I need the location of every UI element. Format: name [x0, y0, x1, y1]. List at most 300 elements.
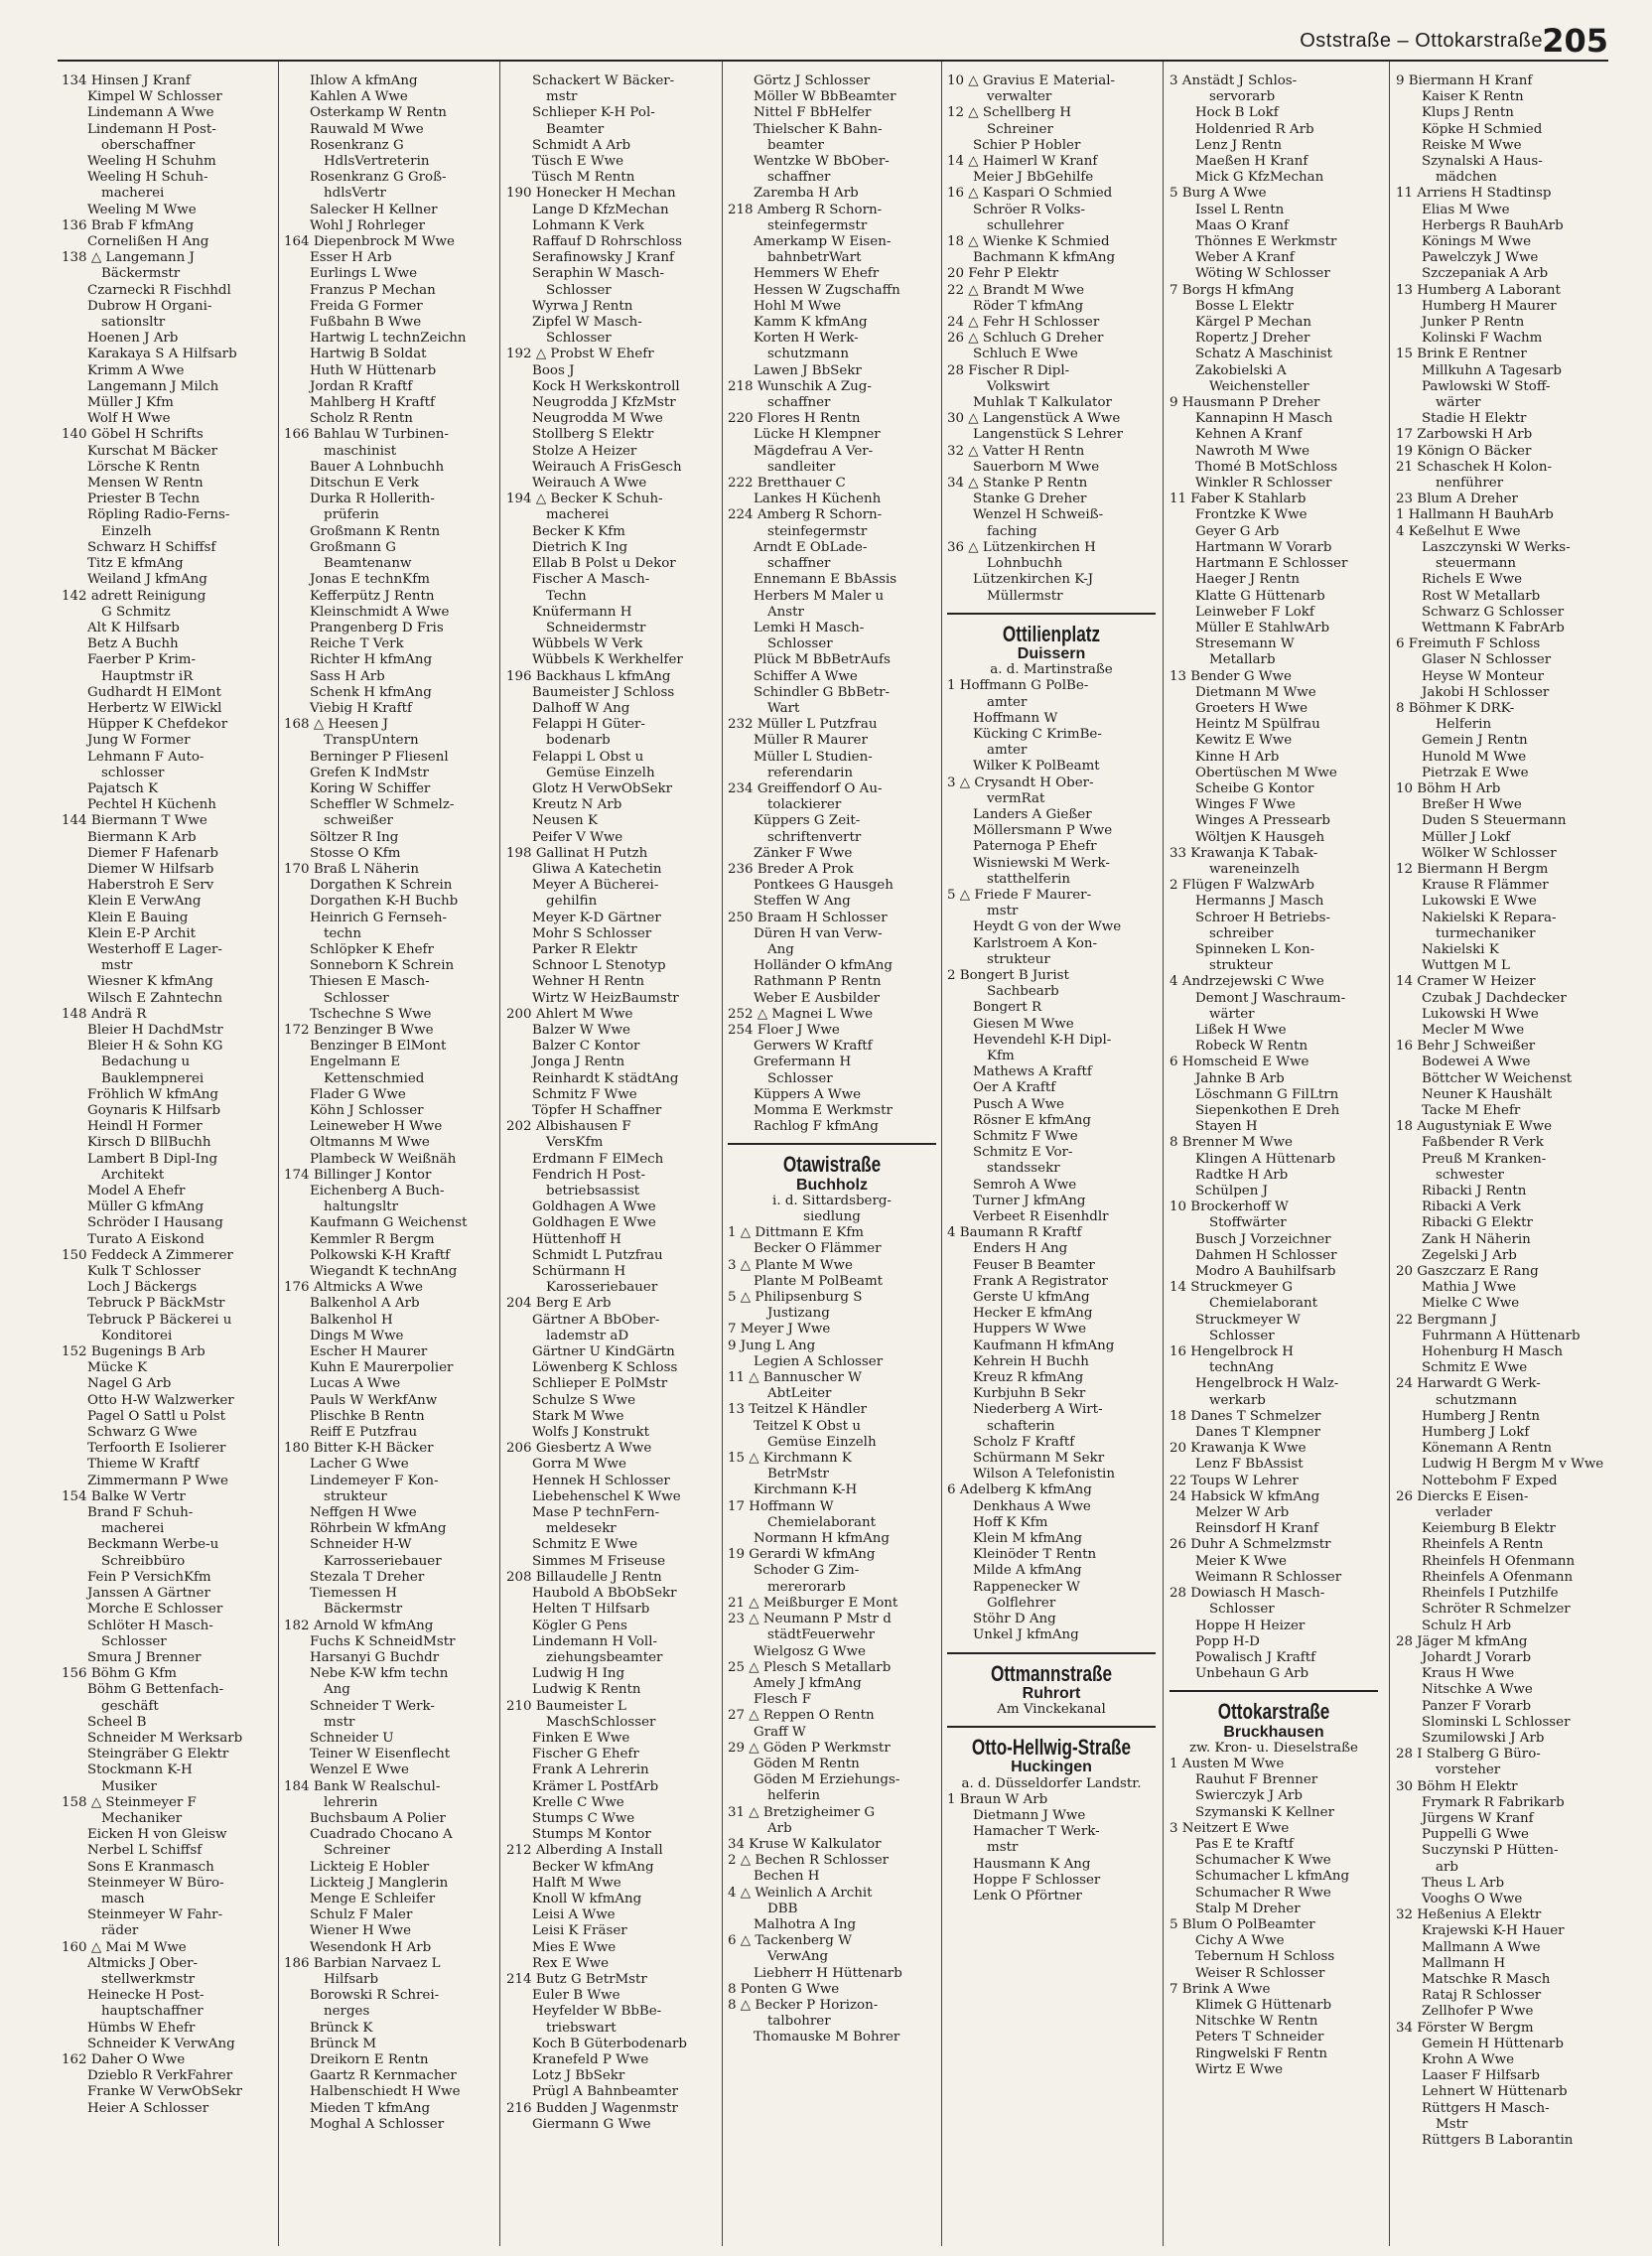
directory-entry: 252 △ Magnei L Wwe: [728, 1006, 874, 1022]
directory-entry: Serafinowsky J Kranf: [532, 250, 674, 266]
directory-entry: Stresemann W: [1195, 636, 1295, 652]
directory-entry: Balzer C Kontor: [532, 1039, 640, 1055]
directory-entry: Schluch E Wwe: [973, 347, 1078, 362]
directory-entry: 15 △ Kirchmann K: [728, 1451, 852, 1467]
directory-entry: Pusch A Wwe: [973, 1096, 1064, 1112]
directory-entry: Rappenecker W: [973, 1579, 1080, 1595]
directory-entry: Schlosser: [1209, 1328, 1275, 1343]
directory-entry: Model A Ehefr: [87, 1184, 186, 1199]
directory-entry: Ludwig K Rentn: [532, 1682, 641, 1698]
directory-entry: Stezala T Dreher: [310, 1569, 425, 1585]
directory-entry: meldesekr: [546, 1521, 617, 1537]
directory-entry: Wisniewski M Werk-: [973, 855, 1110, 871]
directory-entry: Fuhrmann A Hüttenarb: [1422, 1328, 1581, 1343]
directory-entry: Teitzel K Obst u: [754, 1418, 861, 1434]
directory-entry: strukteur: [987, 951, 1050, 967]
directory-entry: 14 Struckmeyer G: [1170, 1280, 1293, 1296]
directory-entry: VerwAng: [767, 1949, 829, 1965]
directory-entry: Becker K Kfm: [532, 523, 625, 539]
directory-entry: Schreiner: [324, 1843, 390, 1859]
directory-entry: 12 △ Schellberg H: [947, 105, 1072, 121]
directory-entry: Wiener H Wwe: [310, 1923, 412, 1939]
directory-entry: 20 Fehr P Elektr: [947, 266, 1059, 282]
directory-entry: Fröhlich W kfmAng: [87, 1086, 218, 1102]
directory-entry: 190 Honecker H Mechan: [506, 186, 676, 202]
directory-entry: Tüsch M Rentn: [532, 170, 635, 186]
directory-entry: Wübbels W Verk: [532, 636, 643, 652]
directory-entry: Unkel J kfmAng: [973, 1627, 1079, 1643]
directory-entry: Kamm K kfmAng: [754, 315, 868, 331]
directory-entry: Lawen J BbSekr: [754, 362, 862, 378]
directory-entry: 5 Blum O PolBeamter: [1170, 1916, 1315, 1932]
directory-entry: 33 Krawanja K Tabak-: [1170, 845, 1318, 861]
directory-entry: Wöting W Schlosser: [1195, 266, 1330, 282]
directory-entry: Küppers G Zeit-: [754, 813, 861, 829]
directory-entry: Herbertz W ElWickl: [87, 700, 222, 716]
directory-entry: Reiche T Verk: [310, 636, 404, 652]
directory-entry: Loch J Bäckergs: [87, 1280, 198, 1296]
directory-entry: mädchen: [1436, 170, 1497, 186]
directory-entry: Lukowski E Wwe: [1422, 894, 1537, 910]
street-heading: Ottmannstraße: [990, 1660, 1113, 1686]
directory-entry: Schmidt L Putzfrau: [532, 1247, 663, 1263]
directory-entry: Röpling Radio-Ferns-: [87, 507, 230, 523]
directory-entry: Thiesen E Masch-: [310, 974, 430, 990]
directory-entry: Normann H kfmAng: [754, 1531, 890, 1547]
directory-entry: Kaufmann G Weichenst: [310, 1215, 468, 1231]
directory-entry: Swierczyk J Arb: [1195, 1788, 1304, 1804]
directory-entry: 8 Brenner M Wwe: [1170, 1135, 1293, 1151]
directory-entry: ziehungsbeamter: [546, 1649, 663, 1665]
directory-entry: Großmann G: [310, 539, 396, 555]
section-rule: [947, 1726, 1156, 1728]
directory-entry: 9 Hausmann P Dreher: [1170, 395, 1320, 411]
column-divider: [941, 62, 942, 2246]
directory-entry: Kurbjuhn B Sekr: [973, 1386, 1086, 1402]
directory-entry: Grefen K IndMstr: [310, 765, 429, 780]
directory-entry: Hermanns J Masch: [1195, 894, 1324, 910]
directory-entry: Hengelbrock H Walz-: [1195, 1376, 1339, 1392]
directory-entry: 3 △ Crysandt H Ober-: [947, 775, 1094, 790]
directory-entry: Freida G Former: [310, 298, 423, 314]
directory-entry: Momma E Werkmstr: [754, 1103, 893, 1118]
directory-entry: Legien A Schlosser: [754, 1353, 884, 1369]
directory-entry: Hoenen J Arb: [87, 331, 179, 347]
directory-entry: Göden M Rentn: [754, 1756, 860, 1771]
directory-entry: Halft M Wwe: [532, 1875, 621, 1891]
directory-entry: Becker O Flämmer: [754, 1241, 882, 1257]
directory-entry: steuermann: [1436, 556, 1517, 572]
column-7: [1396, 73, 1614, 2248]
directory-entry: Schneider M Werksarb: [87, 1730, 243, 1746]
directory-entry: Neuner K Haushält: [1422, 1086, 1553, 1102]
directory-entry: Paternoga P Ehefr: [973, 839, 1097, 855]
street-heading: Otto-Hellwig-Straße: [971, 1735, 1132, 1761]
directory-entry: Kraus H Wwe: [1422, 1666, 1515, 1682]
directory-entry: 32 Heßenius A Elektr: [1396, 1907, 1542, 1923]
directory-entry: Escher H Maurer: [310, 1344, 428, 1360]
directory-entry: Weber A Kranf: [1195, 250, 1295, 266]
directory-entry: Wolfs J Konstrukt: [532, 1425, 650, 1441]
directory-entry: Steffen W Ang: [754, 894, 851, 910]
directory-entry: Leisi K Fräser: [532, 1923, 627, 1939]
running-header-title: Oststraße – Ottokarstraße: [1300, 30, 1543, 52]
directory-entry: 174 Billinger J Kontor: [284, 1167, 432, 1183]
directory-entry: Lukowski H Wwe: [1422, 1006, 1539, 1022]
directory-entry: 196 Backhaus L kfmAng: [506, 668, 671, 684]
directory-entry: Sass H Arb: [310, 668, 385, 684]
directory-entry: Nawroth M Wwe: [1195, 443, 1310, 459]
directory-entry: Terfoorth E Isolierer: [87, 1441, 226, 1457]
directory-entry: macherei: [101, 1521, 165, 1537]
directory-entry: Löwenberg K Schloss: [532, 1360, 678, 1376]
directory-entry: lademstr aD: [546, 1328, 629, 1343]
directory-entry: Huth W Hüttenarb: [310, 362, 437, 378]
directory-entry: 23 Blum A Dreher: [1396, 492, 1518, 507]
directory-entry: G Schmitz: [101, 604, 171, 620]
directory-entry: Haberstroh E Serv: [87, 878, 214, 894]
directory-entry: Schürmann M Sekr: [973, 1451, 1105, 1467]
directory-entry: Denkhaus A Wwe: [973, 1498, 1091, 1514]
directory-entry: Rex E Wwe: [532, 1955, 609, 1971]
directory-entry: 5 △ Friede F Maurer-: [947, 887, 1092, 903]
directory-entry: 140 Göbel H Schrifts: [62, 427, 204, 443]
directory-entry: Schulze S Wwe: [532, 1392, 636, 1408]
directory-entry: Ditschun E Verk: [310, 476, 419, 492]
directory-entry: Mieden T kfmAng: [310, 2100, 431, 2116]
directory-entry: Landers A Gießer: [973, 806, 1092, 822]
directory-entry: 23 △ Neumann P Mstr d: [728, 1612, 892, 1627]
directory-entry: BetrMstr: [767, 1467, 829, 1482]
directory-entry: 8 Böhmer K DRK-: [1396, 700, 1515, 716]
directory-entry: Stollberg S Elektr: [532, 427, 654, 443]
directory-entry: Halbenschiedt H Wwe: [310, 2084, 461, 2100]
directory-entry: 4 Andrzejewski C Wwe: [1170, 974, 1324, 990]
directory-entry: Felappi L Obst u: [532, 749, 644, 765]
directory-entry: Hümbs W Ehefr: [87, 2020, 196, 2036]
directory-entry: 32 △ Vatter H Rentn: [947, 443, 1085, 459]
directory-entry: Herbers M Maler u: [754, 588, 885, 604]
directory-entry: Mick G KfzMechan: [1195, 170, 1324, 186]
directory-entry: Weiser R Schlosser: [1195, 1965, 1325, 1981]
directory-entry: hdlsVertr: [324, 186, 386, 202]
directory-entry: Röhrbein W kfmAng: [310, 1521, 447, 1537]
column-5: [947, 73, 1156, 2248]
directory-entry: helferin: [767, 1788, 821, 1804]
directory-entry: Jürgens W Kranf: [1422, 1810, 1534, 1826]
directory-entry: 138 △ Langemann J: [62, 250, 195, 266]
directory-entry: Faßbender R Verk: [1422, 1135, 1544, 1151]
directory-entry: Spinneken L Kon-: [1195, 941, 1315, 957]
directory-entry: Giermann G Wwe: [532, 2116, 651, 2132]
directory-entry: Schmitz E Wwe: [532, 1537, 638, 1553]
directory-entry: Sachbearb: [987, 984, 1059, 1000]
directory-entry: Brand F Schuh-: [87, 1505, 194, 1521]
directory-entry: Dorgathen K Schrein: [310, 878, 453, 894]
directory-entry: Nebe K-W kfm techn: [310, 1666, 449, 1682]
directory-entry: Düren H van Verw-: [754, 925, 883, 941]
directory-entry: Wyrwa J Rentn: [532, 298, 633, 314]
directory-entry: 176 Altmicks A Wwe: [284, 1280, 423, 1296]
directory-entry: Weiland J kfmAng: [87, 572, 207, 588]
directory-entry: statthelferin: [987, 871, 1071, 887]
directory-entry: Raffauf D Rohrschloss: [532, 234, 682, 250]
directory-entry: Bosse L Elektr: [1195, 298, 1294, 314]
directory-entry: wareneinzelh: [1209, 861, 1301, 877]
directory-entry: 1 △ Dittmann E Kfm: [728, 1225, 864, 1241]
directory-entry: 5 Burg A Wwe: [1170, 186, 1267, 202]
directory-entry: Lißek H Wwe: [1195, 1022, 1287, 1038]
directory-entry: Lenz J Rentn: [1195, 137, 1283, 153]
directory-entry: Dubrow H Organi-: [87, 298, 212, 314]
directory-entry: Klein M kfmAng: [973, 1531, 1082, 1547]
directory-entry: masch: [101, 1891, 145, 1906]
directory-entry: mererorarb: [767, 1579, 846, 1595]
directory-entry: Kücking C KrimBe-: [973, 726, 1102, 742]
directory-entry: 1 Braun W Arb: [947, 1791, 1048, 1807]
directory-entry: Röder T kfmAng: [973, 298, 1084, 314]
directory-entry: Kaiser K Rentn: [1422, 89, 1524, 105]
directory-entry: Hock B Lokf: [1195, 105, 1279, 121]
directory-entry: bodenarb: [546, 733, 611, 749]
directory-entry: Rataj R Schlosser: [1422, 1988, 1542, 2004]
directory-entry: Meyer A Bücherei-: [532, 878, 659, 894]
directory-entry: steinfegermstr: [767, 523, 868, 539]
directory-entry: Schlöter H Masch-: [87, 1618, 213, 1633]
directory-entry: 4 Keßelhut E Wwe: [1396, 523, 1521, 539]
directory-entry: Durka R Hollerith-: [310, 492, 435, 507]
directory-entry: Westerhoff E Lager-: [87, 941, 222, 957]
directory-entry: Plambeck W Weißnäh: [310, 1151, 457, 1167]
directory-entry: 30 △ Langenstück A Wwe: [947, 411, 1121, 427]
directory-entry: 24 △ Fehr H Schlosser: [947, 315, 1100, 331]
directory-entry: Thomé B MotSchloss: [1195, 459, 1338, 475]
directory-entry: 202 Albishausen F: [506, 1119, 631, 1135]
directory-entry: 19 Gerardi W kfmAng: [728, 1547, 876, 1563]
directory-entry: 20 Gaszczarz E Rang: [1396, 1264, 1539, 1280]
directory-entry: Lenk O Pförtner: [973, 1888, 1082, 1904]
directory-entry: 9 Jung L Ang: [728, 1338, 816, 1353]
directory-entry: Mies E Wwe: [532, 1939, 617, 1955]
directory-entry: 142 adrett Reinigung: [62, 588, 206, 604]
directory-entry: Schröder I Hausang: [87, 1215, 223, 1231]
directory-entry: Polkowski K-H Kraftf: [310, 1247, 451, 1263]
directory-entry: 22 Bergmann J: [1396, 1312, 1497, 1328]
directory-entry: Schmidt A Arb: [532, 137, 631, 153]
directory-entry: Alt K Hilfsarb: [87, 620, 180, 635]
directory-entry: Geyer G Arb: [1195, 523, 1280, 539]
directory-entry: Reinhardt K städtAng: [532, 1070, 679, 1086]
directory-entry: 8 △ Becker P Horizon-: [728, 1997, 879, 2013]
directory-entry: 20 Krawanja K Wwe: [1170, 1441, 1307, 1457]
directory-entry: Mathews A Kraftf: [973, 1064, 1092, 1080]
directory-entry: Franke W VerwObSekr: [87, 2084, 243, 2100]
directory-entry: Weimann R Schlosser: [1195, 1569, 1342, 1585]
directory-entry: Schröter R Schmelzer: [1422, 1602, 1571, 1618]
directory-entry: 166 Bahlau W Turbinen-: [284, 427, 449, 443]
directory-entry: Herbergs R BauhArb: [1422, 217, 1564, 233]
directory-entry: 2 △ Bechen R Schlosser: [728, 1853, 890, 1869]
directory-entry: sandleiter: [767, 459, 836, 475]
directory-entry: macherei: [546, 507, 610, 523]
directory-entry: Szczepaniak A Arb: [1422, 266, 1549, 282]
directory-entry: Lotz J BbSekr: [532, 2068, 625, 2084]
directory-entry: 198 Gallinat H Putzh: [506, 845, 648, 861]
directory-entry: Euler B Wwe: [532, 1988, 620, 2004]
directory-entry: Theus L Arb: [1422, 1875, 1505, 1891]
directory-entry: Pechtel H Küchenh: [87, 797, 216, 813]
directory-entry: Goldhagen A Wwe: [532, 1199, 656, 1215]
directory-entry: Szumilowski J Arb: [1422, 1730, 1545, 1746]
directory-entry: 216 Budden J Wagenmstr: [506, 2100, 678, 2116]
directory-entry: Rheinfels A Ofenmann: [1422, 1569, 1574, 1585]
directory-entry: 158 △ Steinmeyer F: [62, 1794, 197, 1810]
directory-entry: 8 Ponten G Wwe: [728, 1981, 840, 1997]
directory-entry: oberschaffner: [101, 137, 196, 153]
directory-entry: Powalisch J Kraftf: [1195, 1649, 1316, 1665]
directory-entry: 16 △ Kaspari O Schmied: [947, 186, 1113, 202]
directory-entry: Verbeet R Eisenhdlr: [973, 1209, 1109, 1225]
directory-entry: mstr: [324, 1714, 355, 1730]
directory-entry: Nagel G Arb: [87, 1376, 172, 1392]
directory-entry: Weeling M Wwe: [87, 202, 197, 217]
directory-entry: Fein P VersichKfm: [87, 1569, 211, 1585]
directory-entry: Maas O Kranf: [1195, 217, 1290, 233]
directory-entry: Lickteig J Manglerin: [310, 1875, 449, 1891]
directory-entry: werkarb: [1209, 1392, 1266, 1408]
directory-entry: Hartwig B Soldat: [310, 347, 427, 362]
directory-entry: Reinsdorf H Kranf: [1195, 1521, 1318, 1537]
directory-entry: amter: [987, 743, 1028, 759]
directory-entry: Weeling H Schuhm: [87, 154, 216, 170]
directory-entry: Tiemessen H: [310, 1586, 397, 1602]
directory-entry: 27 △ Reppen O Rentn: [728, 1708, 875, 1724]
directory-entry: Meier J BbGehilfe: [973, 170, 1094, 186]
directory-entry: 7 Meyer J Wwe: [728, 1322, 831, 1338]
directory-entry: Gemüse Einzelh: [546, 765, 655, 780]
directory-entry: Tebernum H Schloss: [1195, 1949, 1335, 1965]
directory-entry: Neugrodda J KfzMstr: [532, 395, 676, 411]
directory-entry: Schneider K VerwAng: [87, 2036, 235, 2051]
directory-entry: 7 Borgs H kfmAng: [1170, 282, 1295, 298]
directory-entry: Stolze A Heizer: [532, 443, 637, 459]
directory-entry: Baumeister J Schloss: [532, 684, 675, 700]
column-3: [506, 73, 715, 2248]
directory-entry: Schlöpker K Ehefr: [310, 941, 434, 957]
directory-entry: Benzinger B ElMont: [310, 1039, 447, 1055]
directory-entry: Szynalski A Haus-: [1422, 154, 1543, 170]
directory-entry: Mielke C Wwe: [1422, 1296, 1520, 1312]
directory-entry: Parker R Elektr: [532, 941, 637, 957]
directory-entry: Klein E-P Archit: [87, 925, 197, 941]
directory-entry: Arndt E ObLade-: [754, 539, 868, 555]
directory-entry: Winges A Pressearb: [1195, 813, 1330, 829]
directory-entry: Lickteig E Hobler: [310, 1859, 430, 1875]
directory-entry: Heydt G von der Wwe: [973, 919, 1122, 935]
directory-entry: 204 Berg E Arb: [506, 1296, 612, 1312]
directory-entry: Müllermstr: [987, 588, 1063, 604]
directory-entry: 10 △ Gravius E Material-: [947, 73, 1116, 88]
directory-entry: Zipfel W Masch-: [532, 315, 642, 331]
directory-entry: Dietmann M Wwe: [1195, 684, 1316, 700]
directory-entry: Radtke H Arb: [1195, 1167, 1289, 1183]
directory-entry: Nitschke W Rentn: [1195, 2014, 1318, 2030]
directory-entry: Kannapinn H Masch: [1195, 411, 1333, 427]
directory-entry: Pajatsch K: [87, 780, 159, 796]
directory-entry: Lindemann H Voll-: [532, 1633, 658, 1649]
directory-entry: Thielscher K Bahn-: [754, 121, 883, 137]
directory-entry: Salecker H Kellner: [310, 202, 438, 217]
directory-entry: Stosse O Kfm: [310, 845, 401, 861]
directory-entry: 11 △ Bannuscher W: [728, 1370, 862, 1386]
directory-entry: Danes T Klempner: [1195, 1425, 1321, 1441]
directory-entry: Hartmann E Schlosser: [1195, 556, 1348, 572]
directory-entry: 5 △ Philipsenburg S: [728, 1290, 863, 1306]
street-location: i. d. Sittardsberg-: [772, 1193, 892, 1208]
directory-entry: servorarb: [1209, 89, 1276, 105]
directory-entry: schriftenvertr: [767, 829, 862, 845]
directory-entry: Steinmeyer W Fahr-: [87, 1907, 223, 1923]
directory-entry: Rheinfels A Rentn: [1422, 1537, 1544, 1553]
directory-entry: Neffgen H Wwe: [310, 1505, 417, 1521]
directory-entry: Wölker W Schlosser: [1422, 845, 1557, 861]
directory-entry: Schmitz F Wwe: [973, 1129, 1078, 1144]
directory-entry: Ellab B Polst u Dekor: [532, 556, 676, 572]
directory-entry: Korten H Werk-: [754, 331, 859, 347]
directory-entry: Weeling H Schuh-: [87, 170, 208, 186]
directory-entry: Rüttgers H Masch-: [1422, 2100, 1550, 2116]
directory-entry: Niederberg A Wirt-: [973, 1402, 1103, 1418]
directory-entry: Demont J Waschraum-: [1195, 990, 1346, 1006]
directory-entry: Schmitz E Vor-: [973, 1145, 1073, 1161]
directory-entry: Schlosser: [101, 1633, 167, 1649]
directory-entry: Weber E Ausbilder: [754, 990, 880, 1006]
column-1: [62, 73, 270, 2248]
directory-entry: Klein E Bauing: [87, 910, 189, 925]
directory-entry: Wehner H Rentn: [532, 974, 644, 990]
directory-entry: Holländer O kfmAng: [754, 958, 893, 974]
directory-entry: Kögler G Pens: [532, 1618, 627, 1633]
directory-entry: Knoll W kfmAng: [532, 1891, 642, 1906]
directory-entry: Golflehrer: [987, 1595, 1056, 1611]
directory-entry: Milde A kfmAng: [973, 1563, 1082, 1579]
directory-entry: Wöltjen K Hausgeh: [1195, 829, 1325, 845]
directory-entry: Kleinöder T Rentn: [973, 1547, 1097, 1563]
directory-entry: Schwarz H Schiffsf: [87, 539, 216, 555]
directory-entry: Jordan R Kraftf: [310, 378, 413, 394]
directory-entry: Gemüse Einzelh: [767, 1434, 877, 1450]
directory-entry: hauptschaffner: [101, 2004, 204, 2020]
directory-entry: Junker P Rentn: [1422, 315, 1525, 331]
directory-entry: Lehmann F Auto-: [87, 749, 205, 765]
directory-entry: 162 Daher O Wwe: [62, 2051, 186, 2067]
directory-entry: 220 Flores H Rentn: [728, 411, 861, 427]
directory-entry: 29 △ Göden P Werkmstr: [728, 1740, 891, 1756]
directory-entry: Kulk T Schlosser: [87, 1264, 201, 1280]
column-divider: [499, 62, 500, 2246]
directory-entry: Modro A Bauhilfsarb: [1195, 1264, 1336, 1280]
directory-entry: Göden M Erziehungs-: [754, 1772, 900, 1788]
directory-entry: Hessen W Zugschaffn: [754, 282, 900, 298]
directory-entry: schullehrer: [987, 217, 1064, 233]
directory-entry: Panzer F Vorarb: [1422, 1698, 1532, 1714]
directory-entry: Dalhoff W Ang: [532, 700, 630, 716]
directory-entry: Schneider T Werk-: [310, 1698, 435, 1714]
directory-entry: 18 Augustyniak E Wwe: [1396, 1119, 1553, 1135]
directory-entry: Oltmanns M Wwe: [310, 1135, 430, 1151]
directory-entry: Enders H Ang: [973, 1241, 1068, 1257]
directory-entry: Lemki H Masch-: [754, 620, 865, 635]
